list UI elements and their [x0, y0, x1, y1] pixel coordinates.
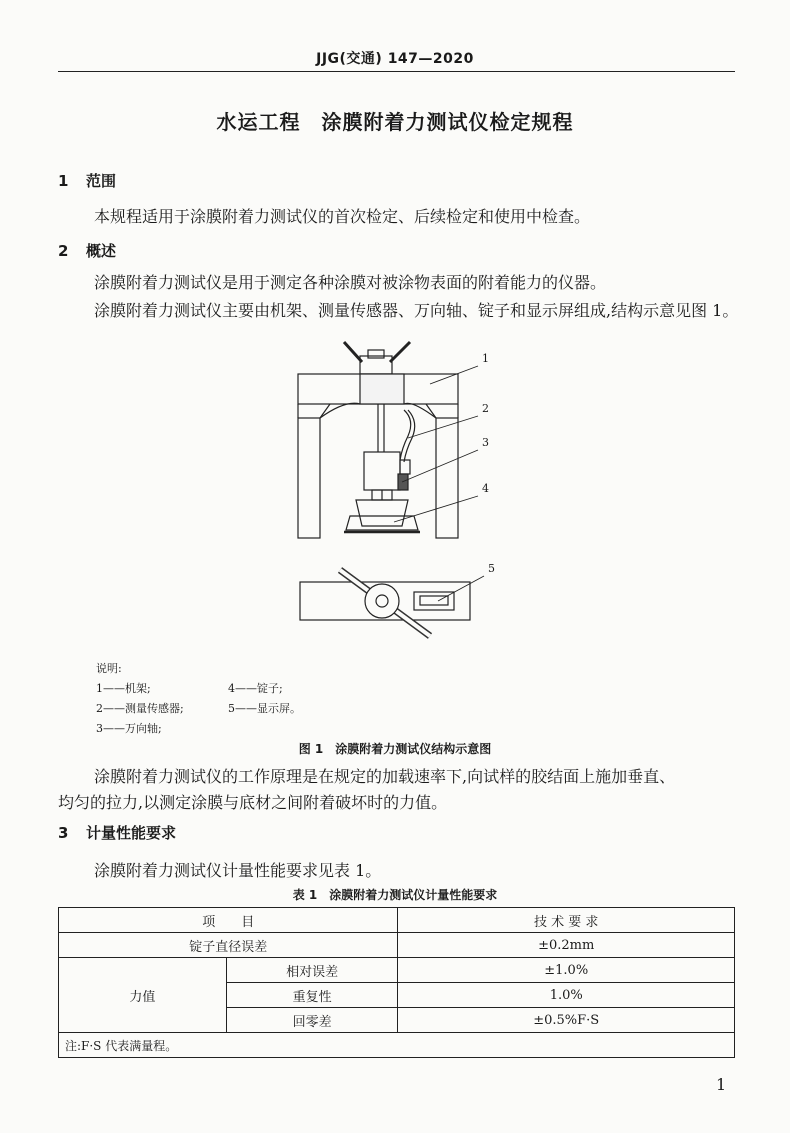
- performance-requirements-table: [58, 907, 735, 1058]
- header-rule: [58, 71, 735, 72]
- section-1-title: 范围: [86, 172, 117, 190]
- diameter-error-value: ±0.2mm: [398, 933, 735, 958]
- overview-paragraph-2: 涂膜附着力测试仪主要由机架、测量传感器、万向轴、锭子和显示屏组成,结构示意见图 1。: [94, 301, 739, 320]
- legend-item: 1——机架;: [96, 682, 151, 695]
- section-2-heading: [58, 240, 116, 261]
- document-title: 水运工程 涂膜附着力测试仪检定规程: [216, 110, 574, 134]
- metrology-paragraph: 涂膜附着力测试仪计量性能要求见表 1。: [94, 861, 382, 880]
- callout-2-label: 2: [482, 402, 489, 415]
- legend-item: 5——显示屏。: [228, 702, 301, 715]
- force-item-value: ±1.0%: [398, 958, 735, 983]
- section-2-title: 概述: [86, 242, 117, 260]
- measuring-sensor: [364, 452, 410, 490]
- section-2-number: 2: [58, 242, 69, 260]
- table-row: [59, 933, 735, 958]
- callout-3-label: 3: [482, 436, 489, 449]
- scope-paragraph: 本规程适用于涂膜附着力测试仪的首次检定、后续检定和使用中检查。: [94, 207, 591, 226]
- section-3-heading: [58, 822, 176, 843]
- callout-5-label: 5: [488, 562, 495, 575]
- document-header-code: JJG(交通) 147—2020: [316, 51, 474, 67]
- callout-4-label: 4: [482, 482, 489, 495]
- section-1-number: 1: [58, 172, 69, 190]
- universal-joint: [372, 490, 392, 500]
- display-unit: [300, 570, 470, 636]
- header-requirement-cell: 技 术 要 求: [398, 908, 735, 933]
- overview-paragraph-1: 涂膜附着力测试仪是用于测定各种涂膜对被涂物表面的附着能力的仪器。: [94, 273, 607, 292]
- table-note: 注:F·S 代表满量程。: [59, 1033, 735, 1058]
- force-item-value: 1.0%: [398, 983, 735, 1008]
- section-3-number: 3: [58, 824, 69, 842]
- principle-paragraph-line-2: 均匀的拉力,以测定涂膜与底材之间附着破坏时的力值。: [58, 793, 448, 812]
- page-number: 1: [716, 1075, 727, 1094]
- force-item-name: 相对误差: [226, 958, 398, 983]
- legend-item: 2——测量传感器;: [96, 702, 184, 715]
- force-item-name: 重复性: [226, 983, 398, 1008]
- callout-1-label: 1: [482, 352, 489, 365]
- frame-assembly: [298, 342, 458, 538]
- force-item-name: 回零差: [226, 1008, 398, 1033]
- legend-item: 3——万向轴;: [96, 722, 162, 735]
- force-value-label: 力值: [59, 958, 227, 1033]
- legend-item: 4——锭子;: [228, 682, 283, 695]
- instrument-structure-diagram: [290, 330, 530, 650]
- diameter-error-label: 锭子直径误差: [59, 933, 398, 958]
- table-1-caption: 表 1 涂膜附着力测试仪计量性能要求: [292, 888, 498, 902]
- principle-paragraph-line-1: 涂膜附着力测试仪的工作原理是在规定的加载速率下,向试样的胶结面上施加垂直、: [94, 767, 676, 786]
- section-1-heading: [58, 170, 116, 191]
- section-3-title: 计量性能要求: [86, 824, 177, 842]
- table-row: [59, 958, 735, 983]
- header-item-cell: 项 目: [59, 908, 398, 933]
- legend-title: 说明:: [96, 662, 122, 675]
- table-header-row: [59, 908, 735, 933]
- dolly: [344, 500, 420, 532]
- figure-1-caption: 图 1 涂膜附着力测试仪结构示意图: [298, 742, 492, 756]
- table-note-row: [59, 1033, 735, 1058]
- force-item-value: ±0.5%F·S: [398, 1008, 735, 1033]
